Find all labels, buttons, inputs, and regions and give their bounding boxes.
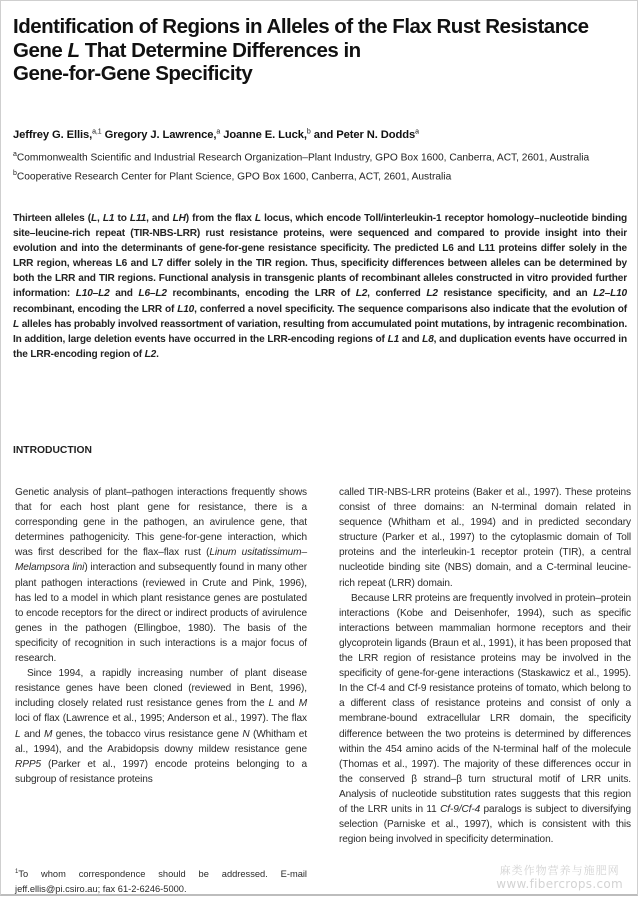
italic-term: L2 (355, 288, 368, 300)
italic-term: L6–L2 (138, 288, 167, 300)
right-column (339, 485, 631, 847)
affiliation-a: $^a$Commonwealth Scientific and Industrial Research Organization–Plant Industry, GPO Box 1600, Canberra, ACT, 2601, Australia (13, 151, 590, 164)
watermark-chinese: 麻类作物营养与施肥网 (499, 864, 620, 877)
title-line-1: Identification of Regions in Alleles of the Flax Rust Resistance (13, 15, 589, 38)
italic-term: LH (172, 213, 186, 224)
italic-term: L (90, 213, 98, 224)
affiliation-b: $^b$Cooperative Research Center for Plant Science, GPO Box 1600, Canberra, ACT, 2601, Australia (13, 170, 452, 183)
italic-term: L (13, 318, 20, 330)
italic-term: L8 (422, 333, 434, 345)
author: and Peter N. Dodds$^a$ (313, 128, 419, 141)
italic-term: Linum usitatissimum–Melampsora lini (15, 547, 308, 574)
title-line-2a: Gene (13, 38, 68, 62)
left-column (15, 485, 307, 787)
italic-term: N (242, 728, 250, 740)
author: Joanne E. Luck,$^b$ (223, 128, 311, 141)
body-paragraph: Genetic analysis of plant–pathogen interactions frequently shows that for each host plant gene for resistance, there is a corresponding gene in the pathogen, an avirulence gene, that determines pathogenicity. This gene-for-gene interaction, which was first described for the flax–flax rust (Linum usitatissimum–Melampsora lini) interaction and subsequently found in many other plant pathogen interactions (reviewed in Crute and Pink, 1996), has led to a model in which plant resistance genes are postulated to encode receptors for the direct or indirect products of avirulence genes in the pathogen (Ellingboe, 1980). The basis of the specificity of recognition in such interactions is a major focus of research. (15, 487, 308, 665)
italic-term: L10 (177, 303, 195, 315)
author: Jeffrey G. Ellis,$^{a,1}$ (13, 128, 102, 141)
title-gene-symbol: L (67, 38, 80, 62)
italic-term: L2–L10 (593, 288, 628, 300)
italic-term: Cf-9/Cf-4 (440, 803, 481, 815)
site-watermark (496, 865, 623, 891)
italic-term: RPP5 (15, 758, 41, 770)
section-heading-introduction: INTRODUCTION (13, 445, 92, 456)
italic-term: L (268, 698, 275, 710)
italic-term: L (254, 213, 261, 224)
italic-term: L2 (144, 348, 157, 360)
watermark-url: www.fibercrops.com (496, 877, 623, 891)
abstract: Thirteen alleles (L, L1 to L11, and LH) from the flax L locus, which encode Toll/interleukin-1 receptor homology–nucleotide binding site–leucine-rich repeat (TIR-NBS-LRR) rust resistance proteins, were sequenced and compared to provide insight into their evolution and into the determinants of gene-for-gene resistance specificity. The predicted L6 and L11 proteins differ solely in the LRR region, whereas L6 and L7 differ solely in the TIR region. Thus, specificity differences between alleles can be determined by both the LRR and TIR regions. Functional analysis in transgenic plants of recombinant alleles constructed in vitro provided further information: L10–L2 and L6–L2 recombinants, encoding the LRR of L2, conferred L2 resistance specificity, and an L2–L10 recombinant, encoding the LRR of L10, conferred a novel specificity. The sequence comparisons also indicate that the evolution of L alleles has probably involved reassortment of variation, resulting from accumulated point mutations, by intragenic recombination. In addition, large deletion events have occurred in the LRR-encoding regions of L1 and L8, and duplication events have occurred in the LRR-encoding region of L2. (13, 213, 628, 360)
italic-term: M (43, 728, 53, 740)
author: Gregory J. Lawrence,$^a$ (104, 128, 221, 141)
affiliations (13, 147, 613, 186)
title-line-2b: That Determine Differences in (79, 38, 361, 62)
italic-term: L10–L2 (75, 288, 110, 300)
correspondence-footnote: $^1$To whom correspondence should be addressed. E-mail jeff.ellis@pi.csiro.au; fax 61-2-6246-5000. (15, 869, 307, 894)
italic-term: L (15, 728, 21, 740)
italic-term: L2 (426, 288, 438, 300)
body-paragraph: called TIR-NBS-LRR proteins (Baker et al., 1997). These proteins consist of three domains: an N-terminal domain related in sequence (Whitham et al., 1994) and in predicted secondary structure (Parker et al., 1997) to the cytoplasmic domain of Toll proteins and the interleukin-1 receptor protein (TIR), a central nucleotide binding site (NBS) domain, and a C-terminal leucine-rich repeat (LRR) domain. (339, 487, 631, 589)
body-paragraph: Since 1994, a rapidly increasing number of plant disease resistance genes have been cloned (reviewed in Bent, 1996), including closely related rust resistance genes from the L and M loci of flax (Lawrence et al., 1995; Anderson et al., 1997). The flax L and M genes, the tobacco virus resistance gene N (Whitham et al., 1994), and the Arabidopsis downy mildew resistance gene RPP5 (Parker et al., 1997) encode proteins belonging to a subgroup of resistance proteins (15, 668, 308, 785)
italic-term: L1 (387, 333, 400, 345)
body-paragraph: Because LRR proteins are frequently involved in protein–protein interactions (Kobe and Deisenhofer, 1994), such as specific interactions between mammalian hormone receptors and their glycoprotein ligands (Braun et al., 1991), it has been proposed that the LRR region of resistance proteins may be involved in the specificity of gene-for-gene interactions (Staskawicz et al., 1995). In the Cf-4 and Cf-9 resistance proteins of tomato, which belong to a different class of resistance proteins and consist of only a membrane-bound extracellular LRR domain, the specificity difference between the two proteins is determined by differences within the 454 amino acids of the N-terminal half of the molecule (Thomas et al., 1997). The majority of these differences occur in the conserved β strand–β turn structural motif of LRR units. Analysis of nucleotide substitution rates suggests that this region of the LRR units in 11 Cf-9/Cf-4 paralogs is subject to diversifying selection (Parniske et al., 1997), which is consistent with this region being involved in specificity determination. (339, 592, 631, 846)
author-list (13, 128, 633, 141)
paper-title (13, 15, 633, 86)
italic-term: L11 (129, 213, 147, 224)
title-line-3: Gene-for-Gene Specificity (13, 62, 253, 85)
italic-term: M (298, 698, 307, 710)
italic-term: L1 (102, 213, 115, 224)
